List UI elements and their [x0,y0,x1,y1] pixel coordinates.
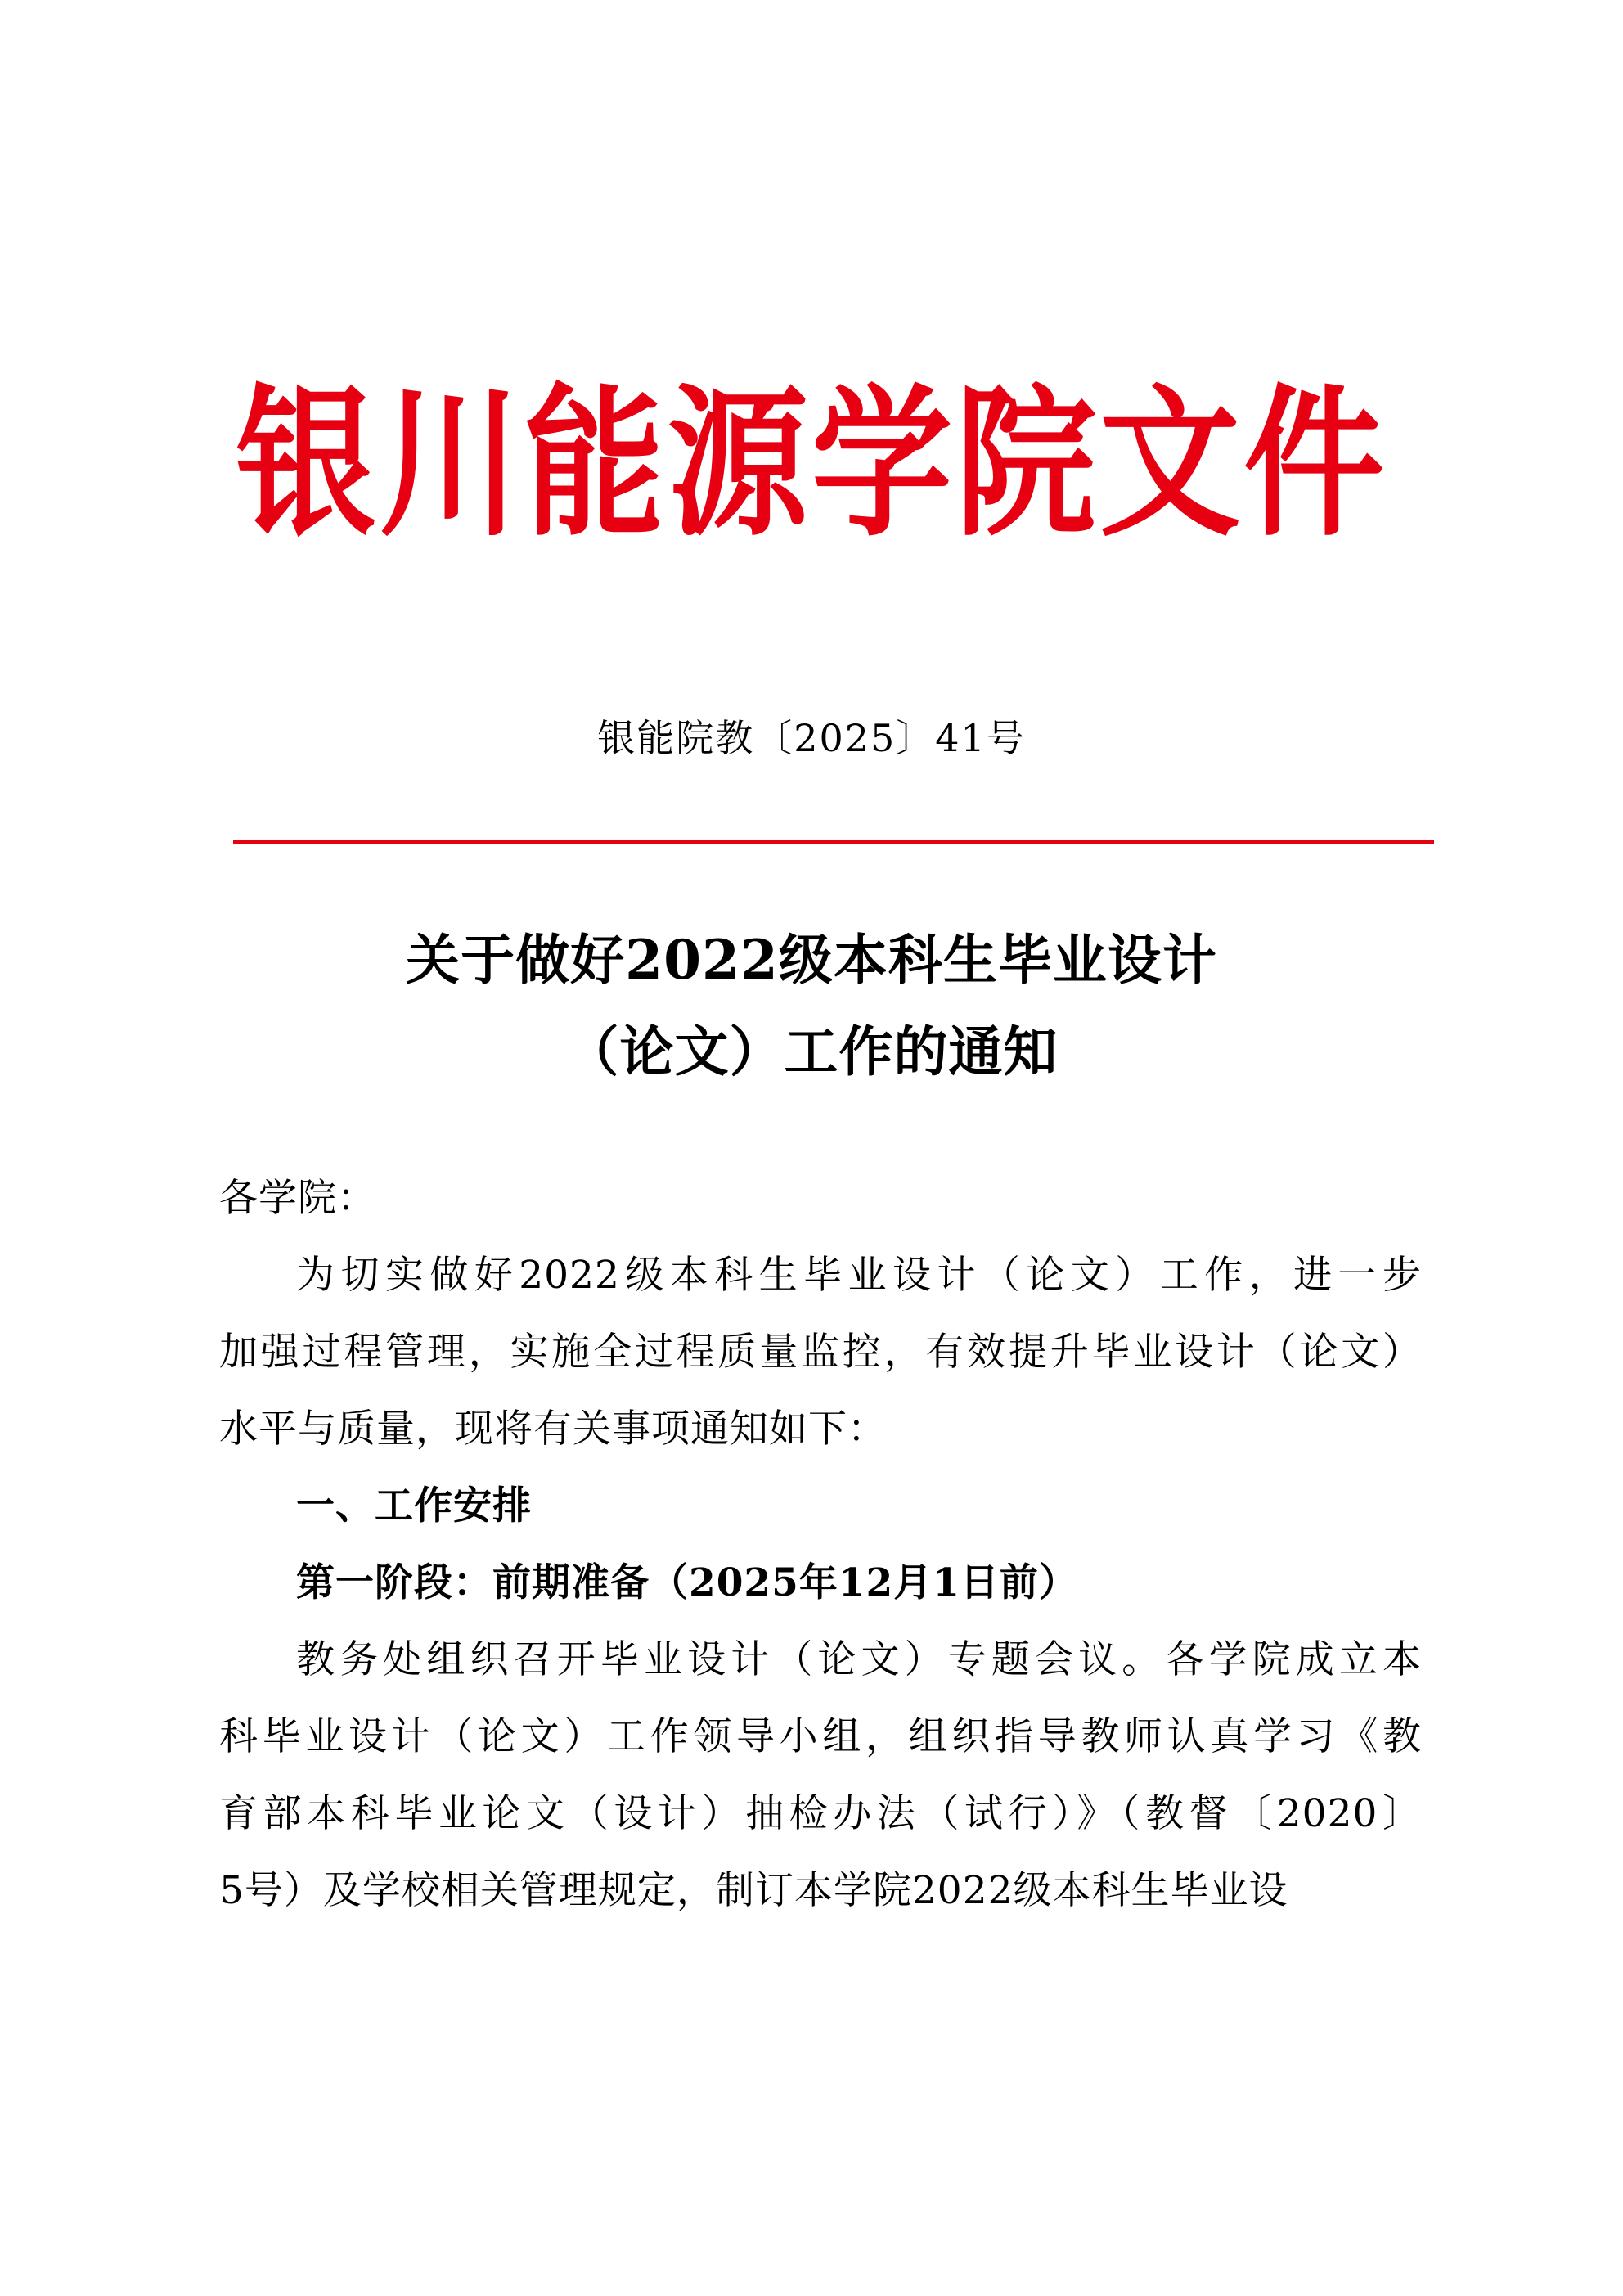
stage-one-paragraph-line: 科毕业设计（论文）工作领导小组，组织指导教师认真学习《教 [219,1714,1422,1759]
section-heading-work-arrangement: 一、工作安排 [296,1483,532,1528]
notice-title-line-2: （论文）工作的通知 [564,1020,1059,1083]
intro-paragraph-line: 水平与质量，现将有关事项通知如下： [219,1407,887,1452]
notice-title-line-1: 关于做好2022级本科生毕业设计 [406,928,1217,992]
document-number: 银能院教〔2025〕41号 [597,716,1026,760]
intro-paragraph-line: 为切实做好2022级本科生毕业设计（论文）工作，进一步 [296,1253,1422,1298]
stage-one-paragraph-line: 教务处组织召开毕业设计（论文）专题会议。各学院成立本 [296,1637,1422,1682]
stage-one-paragraph-line: 育部本科毕业论文（设计）抽检办法（试行）》（教督〔2020〕 [219,1791,1422,1836]
intro-paragraph-line: 加强过程管理，实施全过程质量监控，有效提升毕业设计（论文） [219,1330,1422,1375]
notice-body [219,1160,1422,1929]
issuing-org-title: 银川能源学院文件 [236,367,1387,559]
stage-one-heading: 第一阶段：前期准备（2025年12月1日前） [296,1560,1078,1605]
header-divider-rule [233,840,1434,844]
salutation: 各学院： [219,1176,376,1221]
stage-one-paragraph-line: 5号）及学校相关管理规定，制订本学院2022级本科生毕业设 [219,1868,1288,1913]
